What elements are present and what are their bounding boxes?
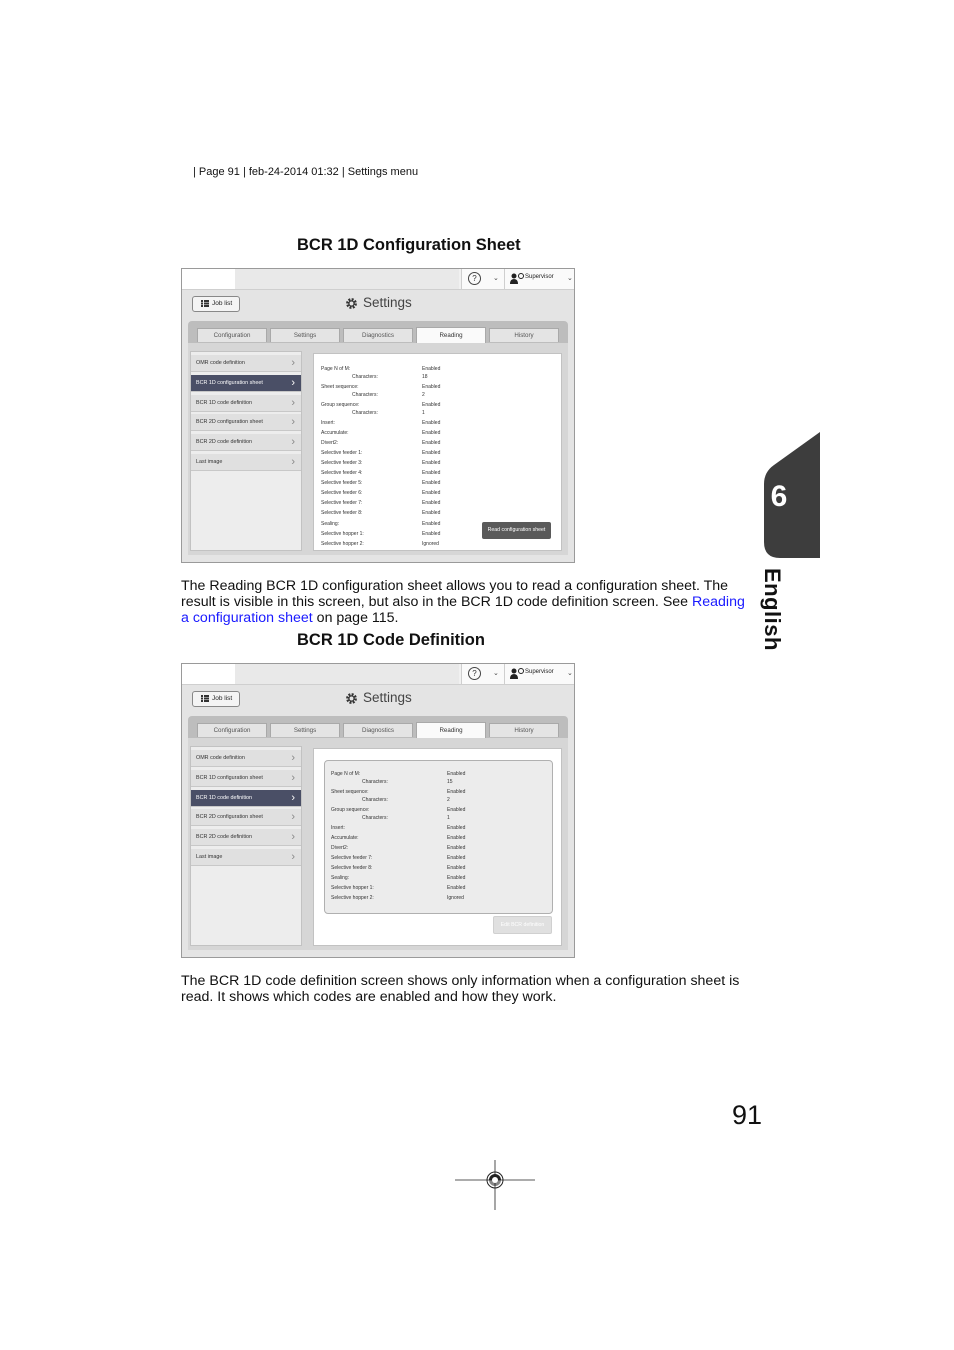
field-value: Enabled — [422, 510, 441, 517]
screenshot-bcr1d-code-definition — [181, 663, 575, 958]
user-name: Supervisor — [525, 274, 554, 280]
section-heading-code-definition: BCR 1D Code Definition — [297, 631, 485, 649]
read-configuration-sheet-button[interactable]: Read configuration sheet — [482, 522, 551, 539]
top-bar-blank — [182, 269, 235, 289]
sidebar-item[interactable] — [191, 414, 301, 431]
running-header: | Page 91 | feb-24-2014 01:32 | Settings menu — [193, 166, 419, 178]
chevron-down-icon: ⌄ — [567, 670, 573, 677]
field-label: Selective hopper 2: — [321, 540, 364, 547]
caption-text-end: on page 115. — [312, 610, 399, 626]
app-top-bar — [182, 269, 574, 290]
job-list-button[interactable] — [192, 691, 240, 707]
tab-configuration[interactable]: Configuration — [197, 723, 267, 737]
sidebar-item-label: Last image — [196, 459, 223, 465]
field-value: Enabled — [422, 490, 441, 497]
help-button[interactable] — [461, 664, 504, 684]
chevron-right-icon: › — [291, 851, 295, 863]
field-label: Divert2: — [321, 440, 339, 447]
field-value: Enabled — [422, 480, 441, 487]
sidebar-item-label: BCR 2D configuration sheet — [196, 419, 263, 426]
user-icon — [510, 273, 518, 284]
grid-icon — [201, 300, 209, 307]
top-bar-blank — [182, 664, 235, 684]
field-value: Enabled — [422, 500, 441, 507]
chevron-down-icon: ⌄ — [493, 275, 499, 282]
chevron-right-icon: › — [291, 791, 295, 804]
sidebar-item[interactable] — [191, 355, 301, 372]
gear-icon — [345, 297, 358, 310]
field-value: Enabled — [422, 520, 441, 527]
grid-icon — [201, 695, 209, 702]
sidebar-item[interactable] — [191, 454, 301, 471]
field-value: 1 — [422, 410, 425, 416]
chevron-right-icon: › — [291, 436, 295, 449]
sidebar-item[interactable] — [191, 809, 301, 826]
screenshot-bcr1d-config-sheet — [181, 268, 575, 563]
chevron-right-icon: › — [291, 396, 295, 409]
tab-settings[interactable]: Settings — [270, 328, 340, 342]
field-value: 18 — [422, 374, 428, 380]
sidebar-item-label: OMR code definition — [196, 360, 245, 366]
field-label: Selective feeder 8: — [321, 510, 363, 517]
chevron-right-icon: › — [291, 811, 295, 824]
sidebar-item[interactable] — [191, 849, 301, 866]
chevron-down-icon: ⌄ — [567, 275, 573, 282]
page-title: Settings — [363, 295, 412, 310]
field-label: Characters: — [352, 374, 378, 380]
field-label: Selective feeder 8: — [331, 865, 373, 872]
field-label: Sheet sequence: — [331, 789, 369, 795]
field-value: Enabled — [422, 402, 441, 408]
sidebar-item-label: BCR 1D configuration sheet — [196, 379, 263, 386]
chevron-right-icon: › — [291, 416, 295, 429]
caption-config-sheet — [181, 578, 753, 626]
field-label: Selective feeder 1: — [321, 450, 363, 457]
chevron-right-icon: › — [291, 771, 295, 784]
registration-mark-icon — [455, 1160, 535, 1212]
settings-badge-icon — [518, 273, 524, 279]
chevron-right-icon: › — [291, 752, 295, 764]
tab-reading[interactable]: Reading — [416, 722, 486, 738]
field-value: Enabled — [447, 855, 466, 862]
tab-history[interactable]: History — [489, 723, 559, 737]
job-list-label: Job list — [212, 695, 233, 702]
field-value: Enabled — [447, 885, 466, 892]
job-list-button[interactable] — [192, 296, 240, 312]
field-label: Group sequence: — [321, 402, 360, 408]
field-label: Group sequence: — [331, 807, 370, 813]
field-label: Accumulate: — [331, 835, 359, 842]
sidebar-item-label: BCR 1D configuration sheet — [196, 774, 263, 781]
chevron-right-icon: › — [291, 357, 295, 369]
field-value: 1 — [447, 815, 450, 821]
field-value: Enabled — [447, 807, 466, 813]
sidebar-item[interactable] — [191, 829, 301, 846]
chapter-language: English — [760, 568, 785, 651]
settings-badge-icon — [518, 668, 524, 674]
sidebar-item[interactable] — [191, 750, 301, 767]
sidebar-item[interactable] — [191, 770, 301, 787]
job-list-label: Job list — [212, 300, 233, 307]
sidebar-item[interactable] — [191, 375, 301, 392]
top-bar-spacer — [235, 269, 459, 289]
user-menu[interactable] — [504, 664, 575, 684]
gear-icon — [345, 692, 358, 705]
caption-text: The Reading BCR 1D configuration sheet allows you to read a configuration sheet. The result is visible in this screen, but also in the BCR 1D code definition screen. See — [181, 578, 729, 610]
field-value: Enabled — [422, 384, 441, 390]
field-label: Characters: — [362, 779, 388, 785]
field-label: Selective feeder 5: — [321, 480, 363, 487]
code-definition-box — [324, 760, 553, 914]
field-label: Characters: — [362, 815, 388, 821]
content-panel — [313, 353, 562, 551]
field-value: Enabled — [422, 420, 441, 426]
field-value: Enabled — [422, 530, 441, 537]
sidebar — [190, 746, 302, 946]
field-label: Page N of M: — [331, 771, 361, 777]
field-value: Enabled — [447, 845, 466, 852]
sidebar-item[interactable] — [191, 434, 301, 451]
page-title: Settings — [363, 690, 412, 705]
field-label: Insert: — [321, 420, 335, 426]
section-heading-config-sheet: BCR 1D Configuration Sheet — [297, 236, 521, 254]
caption-code-definition: The BCR 1D code definition screen shows only information when a configuration sheet is read. It shows which codes are enabled and how they work. — [181, 973, 740, 1005]
sidebar-item-label: OMR code definition — [196, 755, 245, 761]
field-value: Enabled — [447, 771, 466, 777]
sidebar-item-label: BCR 2D code definition — [196, 834, 253, 841]
field-label: Selective feeder 6: — [321, 490, 363, 497]
help-button[interactable] — [461, 269, 504, 289]
field-value: Enabled — [447, 875, 466, 882]
field-value: Enabled — [447, 789, 466, 795]
field-value: Ignored — [422, 540, 439, 547]
field-value: 15 — [447, 779, 453, 785]
sidebar-item-label: BCR 1D code definition — [196, 399, 253, 406]
tab-bar — [188, 716, 568, 738]
field-label: Selective feeder 7: — [331, 855, 373, 862]
sidebar-item-label: BCR 2D configuration sheet — [196, 814, 263, 821]
page-number: 91 — [732, 1100, 763, 1130]
field-label: Accumulate: — [321, 430, 349, 437]
field-label: Characters: — [352, 410, 378, 416]
sidebar-item-label: BCR 1D code definition — [196, 794, 253, 801]
link-reading-config-sheet[interactable]: Reading a configuration sheet — [181, 594, 745, 626]
content-panel — [313, 748, 562, 946]
field-label: Selective feeder 3: — [321, 460, 363, 467]
field-label: Sealing: — [321, 520, 340, 527]
field-value: Enabled — [422, 470, 441, 477]
field-label: Selective hopper 2: — [331, 895, 374, 902]
help-icon: ? — [468, 667, 481, 680]
tab-reading[interactable]: Reading — [416, 327, 486, 343]
field-label: Characters: — [352, 392, 378, 398]
field-value: Enabled — [422, 430, 441, 437]
chevron-right-icon: › — [291, 831, 295, 844]
field-value: Ignored — [447, 895, 464, 902]
sidebar-item-label: BCR 2D code definition — [196, 439, 253, 446]
sidebar-item[interactable] — [191, 395, 301, 412]
field-value: 2 — [447, 797, 450, 803]
field-value: Enabled — [447, 825, 466, 831]
field-value: Enabled — [422, 450, 441, 457]
user-name: Supervisor — [525, 669, 554, 675]
field-value: 2 — [422, 392, 425, 398]
field-value: Enabled — [422, 460, 441, 467]
field-value: Enabled — [447, 865, 466, 872]
user-menu[interactable] — [504, 269, 575, 289]
sidebar-item[interactable] — [191, 790, 301, 807]
field-label: Selective feeder 4: — [321, 470, 363, 477]
tab-diagnostics[interactable]: Diagnostics — [343, 328, 413, 342]
field-label: Selective hopper 1: — [321, 530, 364, 537]
field-value: Enabled — [447, 835, 466, 842]
sidebar — [190, 351, 302, 551]
chevron-down-icon: ⌄ — [493, 670, 499, 677]
help-icon: ? — [468, 272, 481, 285]
field-label: Selective hopper 1: — [331, 885, 374, 892]
field-value: Enabled — [422, 440, 441, 447]
top-bar-spacer — [235, 664, 459, 684]
field-label: Insert: — [331, 825, 345, 831]
chapter-number: 6 — [770, 480, 788, 513]
tab-diagnostics[interactable]: Diagnostics — [343, 723, 413, 737]
user-icon — [510, 668, 518, 679]
chevron-right-icon: › — [291, 376, 295, 389]
tab-history[interactable]: History — [489, 328, 559, 342]
field-label: Page N of M: — [321, 366, 351, 372]
app-top-bar — [182, 664, 574, 685]
chevron-right-icon: › — [291, 456, 295, 468]
field-label: Characters: — [362, 797, 388, 803]
field-label: Divert2: — [331, 845, 349, 852]
tab-settings[interactable]: Settings — [270, 723, 340, 737]
tab-bar — [188, 321, 568, 343]
field-value: Enabled — [422, 366, 441, 372]
edit-bcr-definition-button[interactable]: Edit BCR definition — [493, 916, 552, 934]
sidebar-item-label: Last image — [196, 854, 223, 860]
tab-configuration[interactable]: Configuration — [197, 328, 267, 342]
field-label: Sealing: — [331, 875, 350, 882]
field-label: Selective feeder 7: — [321, 500, 363, 507]
field-label: Sheet sequence: — [321, 384, 359, 390]
